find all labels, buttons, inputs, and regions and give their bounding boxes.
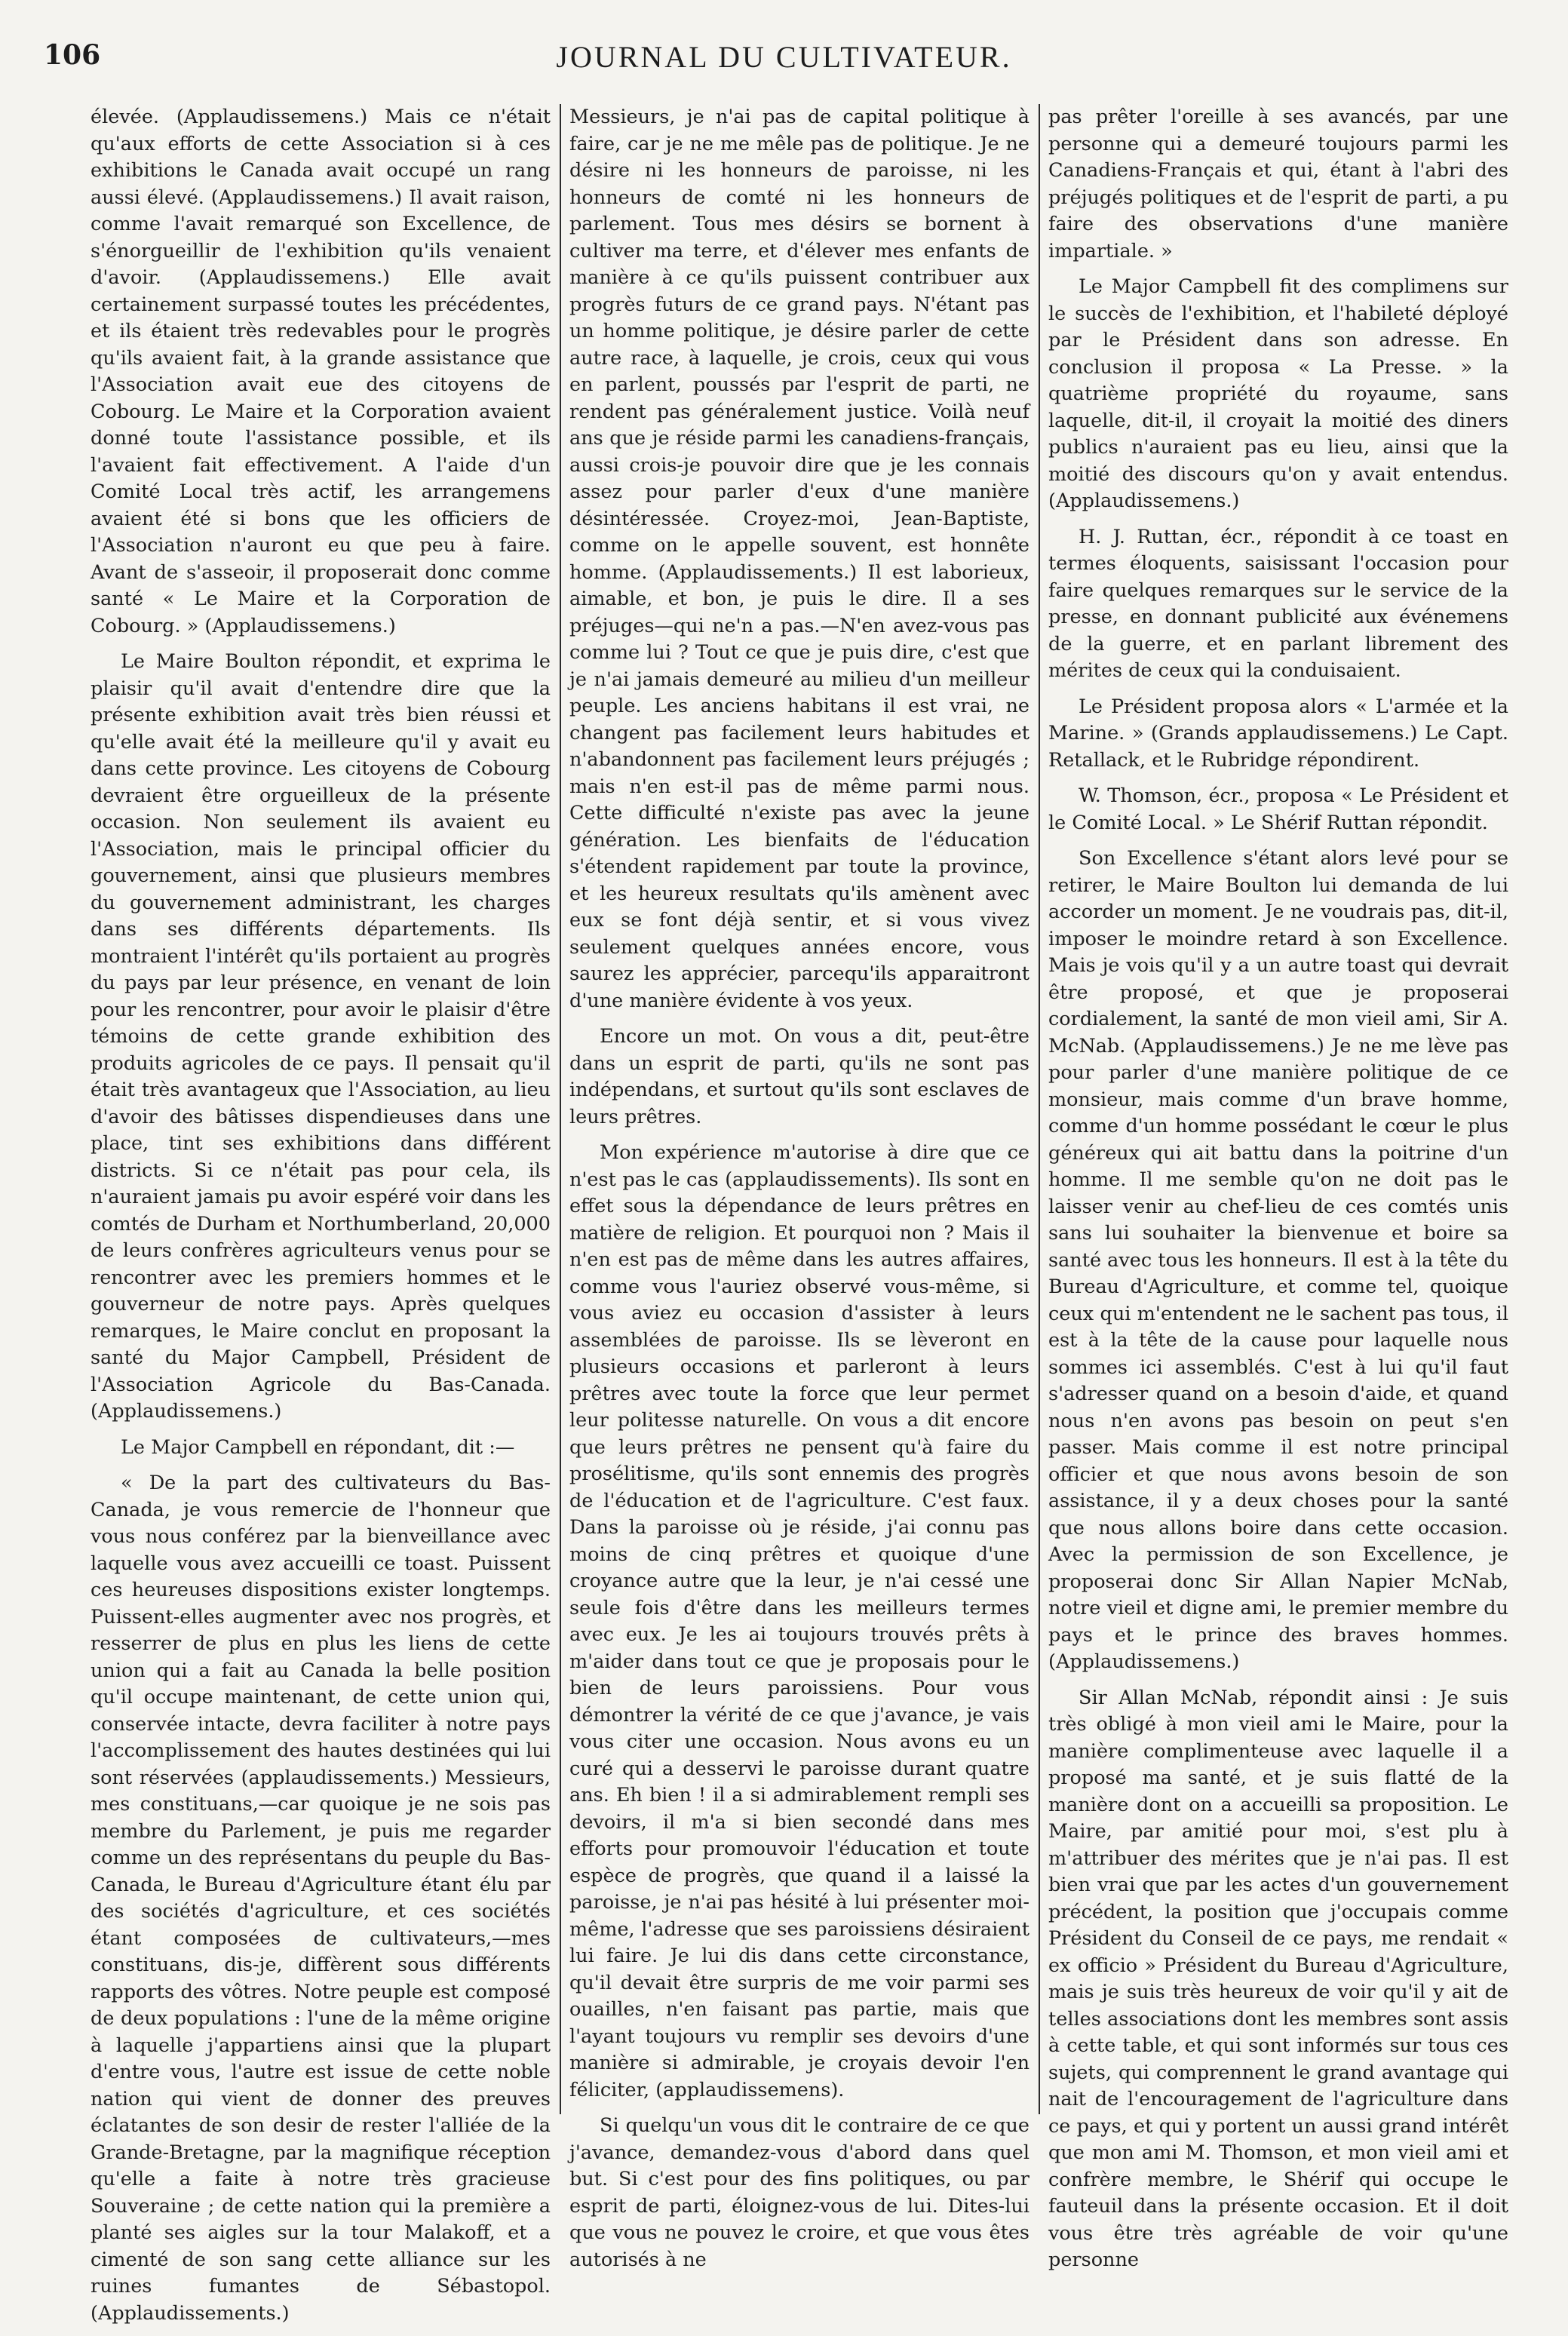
paragraph: Messieurs, je n'ai pas de capital politique à faire, car je ne me mêle pas de politique. Je ne désire ni les honneurs de paroisse, ni les honneurs de comté ni les honneurs de parlement. Tous mes désirs se bornent à cultiver ma terre, et d'élever mes enfants de manière à ce qu'ils puissent contribuer aux progrès futurs de ce grand pays. N'étant pas un homme politique, je désire parler de cette autre race, à laquelle, je crois, ceux qui vous en parlent, poussés par l'esprit de parti, ne rendent pas généralement justice. Voilà neuf ans que je réside parmi les canadiens-français, aussi crois-je pouvoir dire que je les connais assez pour parler d'eux d'une manière désintéressée. Croyez-moi, Jean-Baptiste, comme on le appelle souvent, est honnête homme. (Applaudissements.) Il est laborieux, aimable, et bon, je puis le dire. Il a ses préjuges—qui ne'n a pas.—N'en avez-vous pas comme lui ? Tout ce que je puis dire, c'est que je n'ai jamais demeuré au milieu d'un meilleur peuple. Les anciens habitans il est vrai, ne changent pas facilement leurs habitudes et n'abandonnent pas facilement leurs préjugés ; mais n'en est-il pas de même parmi nous. Cette difficulté n'existe pas avec la jeune génération. Les bienfaits de l'éducation s'étendent rapidement par toute la province, et les heureux resultats qu'ils amènent avec eux se font déjà sentir, et si vous vivez seulement quelques années encore, vous saurez les apprécier, parcequ'ils apparaitront d'une manière évidente à vos yeux. (569, 106, 1029, 1012)
paragraph: Le Major Campbell en répondant, dit :— (121, 1435, 515, 1459)
paragraph: élevée. (Applaudissemens.) Mais ce n'était qu'aux efforts de cette Association si à ces exhibitions le Canada avait occupé un rang aussi élevé. (Applaudissemens.) Il avait raison, comme l'avait remarqué son Excellence, de s'énorgueillir de l'exhibition qu'ils venaient d'avoir. (Applaudissemens.) Elle avait certainement surpassé toutes les précédentes, et ils étaient très redevables pour le progrès qu'ils avaient fait, à la grande assistance que l'Association avait eue des citoyens de Cobourg. Le Maire et la Corporation avaient donné toute l'assistance possible, et ils l'avaient fait effectivement. A l'aide d'un Comité Local très actif, les arrangemens avaient été si bons que les officiers de l'Association n'auront eu que peu à faire. Avant de s'asseoir, il proposerait donc comme santé « Le Maire et la Corporation de Cobourg. » (Applaudissemens.) (91, 106, 551, 637)
article-columns (91, 104, 1508, 2336)
paragraph: Encore un mot. On vous a dit, peut-être dans un esprit de parti, qu'ils ne sont pas indépendans, et surtout qu'ils sont esclaves de leurs prêtres. (569, 1025, 1029, 1128)
paragraph: Le Maire Boulton répondit, et exprima le plaisir qu'il avait d'entendre dire que la présente exhibition avait très bien réussi et qu'elle avait été la meilleure qu'il y avait eu dans cette province. Les citoyens de Cobourg devraient être orgueilleux de la présente occasion. Non seulement ils avaient eu l'Association, mais le principal officier du gouvernement, ainsi que plusieurs membres du gouvernement administrant, les charges dans ses différents départements. Ils montraient l'intérêt qu'ils portaient au progrès du pays par leur présence, en venant de loin pour les rencontrer, pour avoir le plaisir d'être témoins de cette grande exhibition des produits agricoles de ce pays. Il pensait qu'il était très avantageux que l'Association, au lieu d'avoir des bâtisses dispendieuses dans une place, tint ses exhibitions dans différent districts. Si ce n'était pas pour cela, ils n'auraient jamais pu avoir espéré voir dans les comtés de Durham et Northumberland, 20,000 de leurs confrères agriculteurs venus pour se rencontrer avec les premiers hommes et le gouverneur de notre pays. Après quelques remarques, le Maire conclut en proposant la santé du Major Campbell, Président de l'Association Agricole du Bas-Canada. (Applaudissemens.) (91, 650, 551, 1423)
paragraph: Si quelqu'un vous dit le contraire de ce que j'avance, demandez-vous d'abord dans quel but. Si c'est pour des fins politiques, ou par esprit de parti, éloignez-vous de lui. Dites-lui que vous ne pouvez le croire, et que vous êtes autorisés à ne (569, 2114, 1029, 2271)
paragraph: Mon expérience m'autorise à dire que ce n'est pas le cas (applaudissements). Ils sont en effet sous la dépendance de leurs prêtres en matière de religion. Et pourquoi non ? Mais il n'en est pas de même dans les autres affaires, comme vous l'auriez observé vous-même, si vous aviez eu occasion d'assister à leurs assemblées de paroisse. Ils se lèveront en plusieurs occasions et parleront à leurs prêtres avec toute la force que leur permet leur politesse naturelle. On vous a dit encore que leurs prêtres ne pensent qu'à faire du prosélitisme, qu'ils sont ennemis des progrès de l'éducation et de l'agriculture. C'est faux. Dans la paroisse où je réside, j'ai connu pas moins de cinq prêtres et quoique d'une croyance autre que la leur, je n'ai cessé une seule fois d'être dans les meilleurs termes avec eux. Je les ai toujours trouvés prêts à m'aider dans tout ce que je proposais pour le bien de leurs paroissiens. Pour vous démontrer la vérité de ce que j'avance, je vais vous citer une occasion. Nous avons eu un curé qui a desservi le paroisse durant quatre ans. Eh bien ! il a si admirablement rempli ses devoirs, il m'a si bien secondé dans mes efforts pour promouvoir l'éducation et toute espèce de progrès, que quand il a laissé la paroisse, je n'ai pas hésité à lui présenter moi-même, l'adresse que ses paroissiens désiraient lui faire. Je lui dis dans cette circonstance, qu'il devait être surpris de me voir parmi ses ouailles, n'en faisant pas partie, mais que l'ayant toujours vu remplir ses devoirs d'une manière si admirable, je croyais devoir l'en féliciter, (applaudissemens). (569, 1141, 1029, 2101)
page-number: 106 (44, 39, 101, 71)
paragraph: pas prêter l'oreille à ses avancés, par une personne qui a demeuré toujours parmi les Canadiens-Français et qui, étant à l'abri des préjugés politiques et de l'esprit de parti, a pu faire des observations d'une manière impartiale. » (1048, 106, 1508, 262)
journal-title: JOURNAL DU CULTIVATEUR. (556, 40, 1012, 74)
column-2 (569, 104, 1029, 2336)
paragraph: Le Président proposa alors « L'armée et la Marine. » (Grands applaudissemens.) Le Capt. Retallack, et le Rubridge répondirent. (1048, 695, 1508, 772)
column-1 (91, 104, 551, 2336)
paragraph: H. J. Ruttan, écr., répondit à ce toast en termes éloquents, saisissant l'occasion pour faire quelques remarques sur le service de la presse, en donnant publicité aux événemens de la guerre, et en parlant librement des mérites de ceux qui la conduisaient. (1048, 525, 1508, 682)
paragraph: Son Excellence s'étant alors levé pour se retirer, le Maire Boulton lui demanda de lui accorder un moment. Je ne voudrais pas, dit-il, imposer le moindre retard à son Excellence. Mais je vois qu'il y a un autre toast qui devrait être proposé, et que je proposerai cordialement, la santé de mon vieil ami, Sir A. McNab. (Applaudissemens.) Je ne me lève pas pour parler d'une manière politique de ce monsieur, mais comme d'un brave homme, comme d'un homme possédant le cœur le plus généreux qui ait battu dans la poitrine d'un homme. Il me semble qu'on ne doit pas le laisser venir au chef-lieu de ces comtés unis sans lui souhaiter la bienvenue et boire sa santé avec tous les honneurs. Il est à la tête du Bureau d'Agriculture, et comme tel, quoique ceux qui m'entendent ne le sachent pas tous, il est à la tête de la cause pour laquelle nous sommes ici assemblés. C'est à lui qu'il faut s'adresser quand on a besoin d'aide, et quand nous n'en avons pas besoin on peut s'en passer. Mais comme il est notre principal officier et que nous avons besoin de son assistance, il y a deux choses pour la santé que nous allons boire dans cette occasion. Avec la permission de son Excellence, je proposerai donc Sir Allan Napier McNab, notre vieil et digne ami, le premier membre du pays et le prince des braves hommes. (Applaudissemens.) (1048, 847, 1508, 1673)
paragraph: Sir Allan McNab, répondit ainsi : Je suis très obligé à mon vieil ami le Maire, pour la manière complimenteuse avec laquelle il a proposé ma santé, et je suis flatté de la manière dont on a accueilli sa proposition. Le Maire, par amitié pour moi, s'est plu à m'attribuer des mérites que je n'ai pas. Il est bien vrai que par les actes d'un gouvernement précédent, la position que j'occupais comme Président du Conseil de ce pays, me rendait « ex officio » Président du Bureau d'Agriculture, mais je suis très heureux de voir qu'il y ait de telles associations dont les membres sont assis à cette table, et qui sont informés sur tous ces sujets, qui comprennent le grand avantage qui nait de l'encouragement de l'agriculture dans ce pays, et qui y portent un aussi grand intérêt que mon ami M. Thomson, et mon vieil ami et confrère membre, le Shérif qui occupe le fauteuil dans la présente occasion. Et il doit vous être très agréable de voir qu'une personne (1048, 1686, 1508, 2271)
paragraph: « De la part des cultivateurs du Bas-Canada, je vous remercie de l'honneur que vous nous conférez par la bienveillance avec laquelle vous avez accueilli ce toast. Puissent ces heureuses dispositions exister longtemps. Puissent-elles augmenter avec nos progrès, et resserrer de plus en plus les liens de cette union qui a fait au Canada la belle position qu'il occupe maintenant, de cette union qui, conservée intacte, devra faciliter à notre pays l'accomplissement des hautes destinées qui lui sont réservées (applaudissements.) Messieurs, mes constituans,—car quoique je ne sois pas membre du Parlement, je puis me regarder comme un des représentans du peuple du Bas-Canada, le Bureau d'Agriculture étant élu par des sociétés d'agriculture, et ces sociétés étant composées de cultivateurs,—mes constituans, dis-je, diffèrent sous différents rapports des vôtres. Notre peuple est composé de deux populations : l'une de la même origine à laquelle j'appartiens ainsi que la plupart d'entre vous, l'autre est issue de cette noble nation qui vient de donner des preuves éclatantes de son desir de rester l'alliée de la Grande-Bretagne, par la magnifique réception qu'elle a faite à notre très gracieuse Souveraine ; de cette nation qui la première a planté ses aigles sur la tour Malakoff, et a cimenté de son sang cette alliance sur les ruines fumantes de Sébastopol. (Applaudissements.) (91, 1472, 551, 2325)
paragraph: W. Thomson, écr., proposa « Le Président et le Comité Local. » Le Shérif Ruttan répondit. (1048, 784, 1508, 834)
column-3 (1048, 104, 1508, 2336)
paragraph: Le Major Campbell fit des complimens sur le succès de l'exhibition, et l'habileté déployé par le Président dans son adresse. En conclusion il proposa « La Presse. » la quatrième propriété du royaume, sans laquelle, dit-il, il croyait la moitié des diners publics n'auraient pas eu lieu, ainsi que la moitié des discours qu'on y avait entendus. (Applaudissemens.) (1048, 275, 1508, 512)
